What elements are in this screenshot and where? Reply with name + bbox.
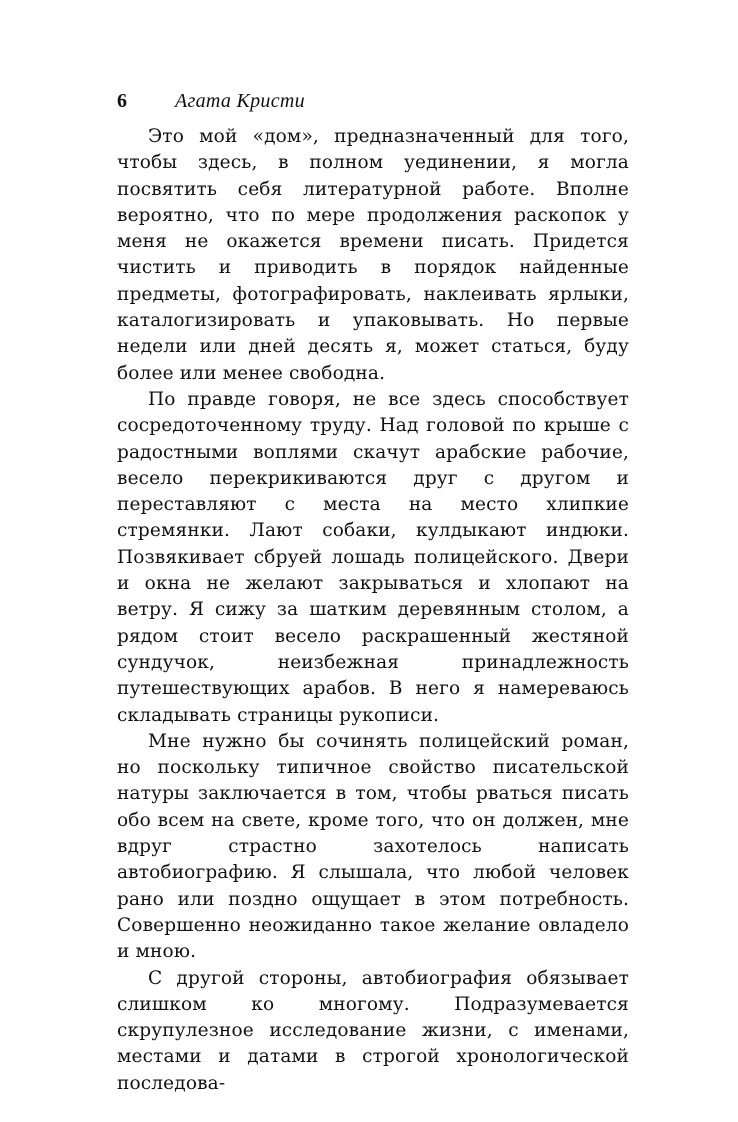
body-text [117,124,629,1097]
paragraph-3: Мне нужно бы сочинять полицейский роман, но поскольку типичное свойство писательской натуры заключается в том, чтобы рваться писать обо всем на свете, кроме того, что он должен, мне вдруг страстно захотелось написать автобиографию. Я слышала, что любой человек рано или поздно ощущает в этом потребность. Совершенно неожиданно такое желание овладело и мною. [117,730,629,963]
paragraph-4: С другой стороны, автобиография обязывает слишком ко многому. Подразумевается скрупулезное исследование жизни, с именами, местами и датами в строгой хронологической последова- [117,967,629,1094]
page-number: 6 [117,90,127,112]
paragraph-2: По правде говоря, не все здесь способствует сосредоточенному труду. Над головой по крыше с радостными воплями скачут арабские рабочие, весело перекрикиваются друг с другом и переставляют с места на место хлипкие стремянки. Лают собаки, кулдыкают индюки. Позвякивает сбруей лошадь полицейского. Двери и окна не желают закрываться и хлопают на ветру. Я сижу за шатким деревянным столом, а рядом стоит весело раскрашенный жестяной сундучок, неизбежная принадлежность путешествующих арабов. В него я намереваюсь складывать страницы рукописи. [117,388,629,726]
running-head-author: Агата Кристи [175,90,305,112]
paragraph-1: Это мой «дом», предназначенный для того, чтобы здесь, в полном уединении, я могла посвятить себя литературной работе. Вполне вероятно, что по мере продолжения раскопок у меня не окажется времени писать. Придется чистить и приводить в порядок найденные предметы, фотографировать, наклеивать ярлыки, каталогизировать и упаковывать. Но первые недели или дней десять я, может статься, буду более или менее свободна. [117,126,629,384]
running-head [117,90,305,120]
